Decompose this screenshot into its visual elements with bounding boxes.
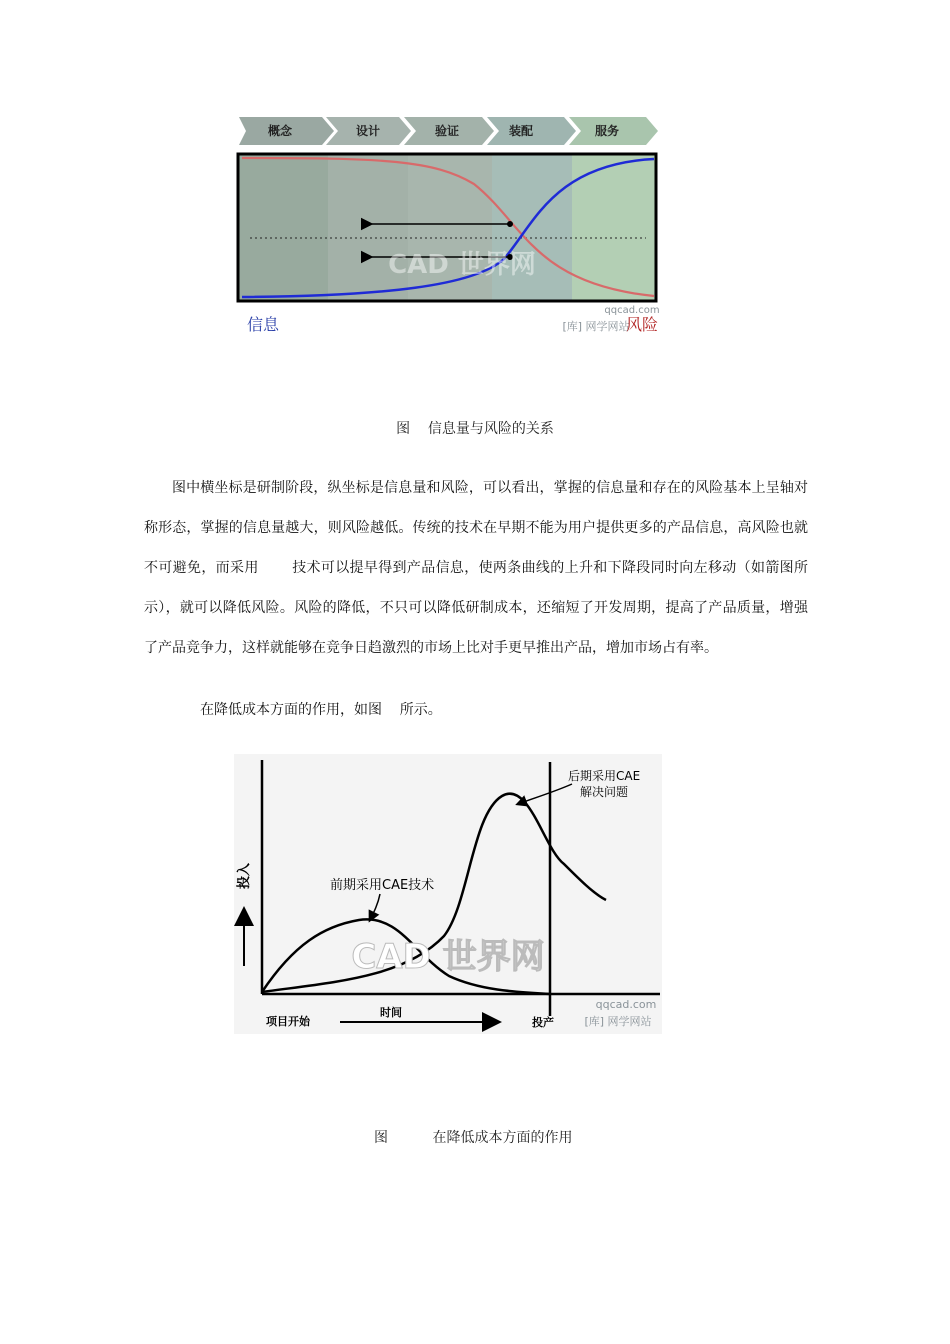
plot-area bbox=[238, 154, 656, 301]
watermark: CAD 世界网 bbox=[351, 937, 545, 977]
info-risk-figure bbox=[234, 114, 664, 340]
x-start-label: 项目开始 bbox=[266, 1015, 310, 1028]
stage-label: 装配 bbox=[508, 124, 534, 138]
stage-label: 概念 bbox=[267, 124, 293, 138]
stage-label: 验证 bbox=[434, 124, 460, 138]
watermark-sub: [库] 网学网站 bbox=[584, 1015, 652, 1028]
x-axis-label: 时间 bbox=[380, 1006, 402, 1019]
watermark-sub: [库] 网学网站 bbox=[562, 320, 630, 333]
watermark-site: qqcad.com bbox=[595, 998, 657, 1011]
body-paragraph: 图中横坐标是研制阶段，纵坐标是信息量和风险，可以看出，掌握的信息量和存在的风险基本上呈轴对称形态，掌握的信息量越大，则风险越低。传统的技术在早期不能为用户提供更多的产品信息，高风险也就不可避免，而采用 技术可以提早得到产品信息，使两条曲线的上升和下降段同时向左移动（如箭图所示），就可以降低风险。风险的降低，不只可以降低研制成本，还缩短了开发周期，提高了产品质量，增强了产品竞争力，这样就能够在竞争日趋激烈的市场上比对手更早推出产品，增加市场占有率。 bbox=[144, 480, 808, 656]
late-annotation: 后期采用CAE bbox=[568, 769, 641, 783]
risk-axis-label: 风险 bbox=[626, 315, 659, 334]
stage-bar bbox=[239, 117, 658, 145]
body-paragraph: 在降低成本方面的作用，如图 所示。 bbox=[200, 702, 442, 718]
info-axis-label: 信息 bbox=[247, 315, 280, 334]
figure1-caption: 图 信息量与风险的关系 bbox=[396, 421, 554, 437]
cost-figure bbox=[234, 754, 662, 1034]
watermark-site: qqcad.com bbox=[604, 305, 660, 316]
figure2-caption: 图 在降低成本方面的作用 bbox=[374, 1130, 573, 1146]
late-annotation: 解决问题 bbox=[580, 785, 629, 799]
stage-label: 设计 bbox=[355, 124, 381, 138]
watermark: CAD 世界网 bbox=[388, 250, 536, 280]
stage-label: 服务 bbox=[594, 124, 620, 138]
early-annotation: 前期采用CAE技术 bbox=[330, 878, 435, 893]
y-axis-label: 投入 bbox=[237, 862, 252, 890]
x-end-label: 投产 bbox=[532, 1016, 554, 1029]
